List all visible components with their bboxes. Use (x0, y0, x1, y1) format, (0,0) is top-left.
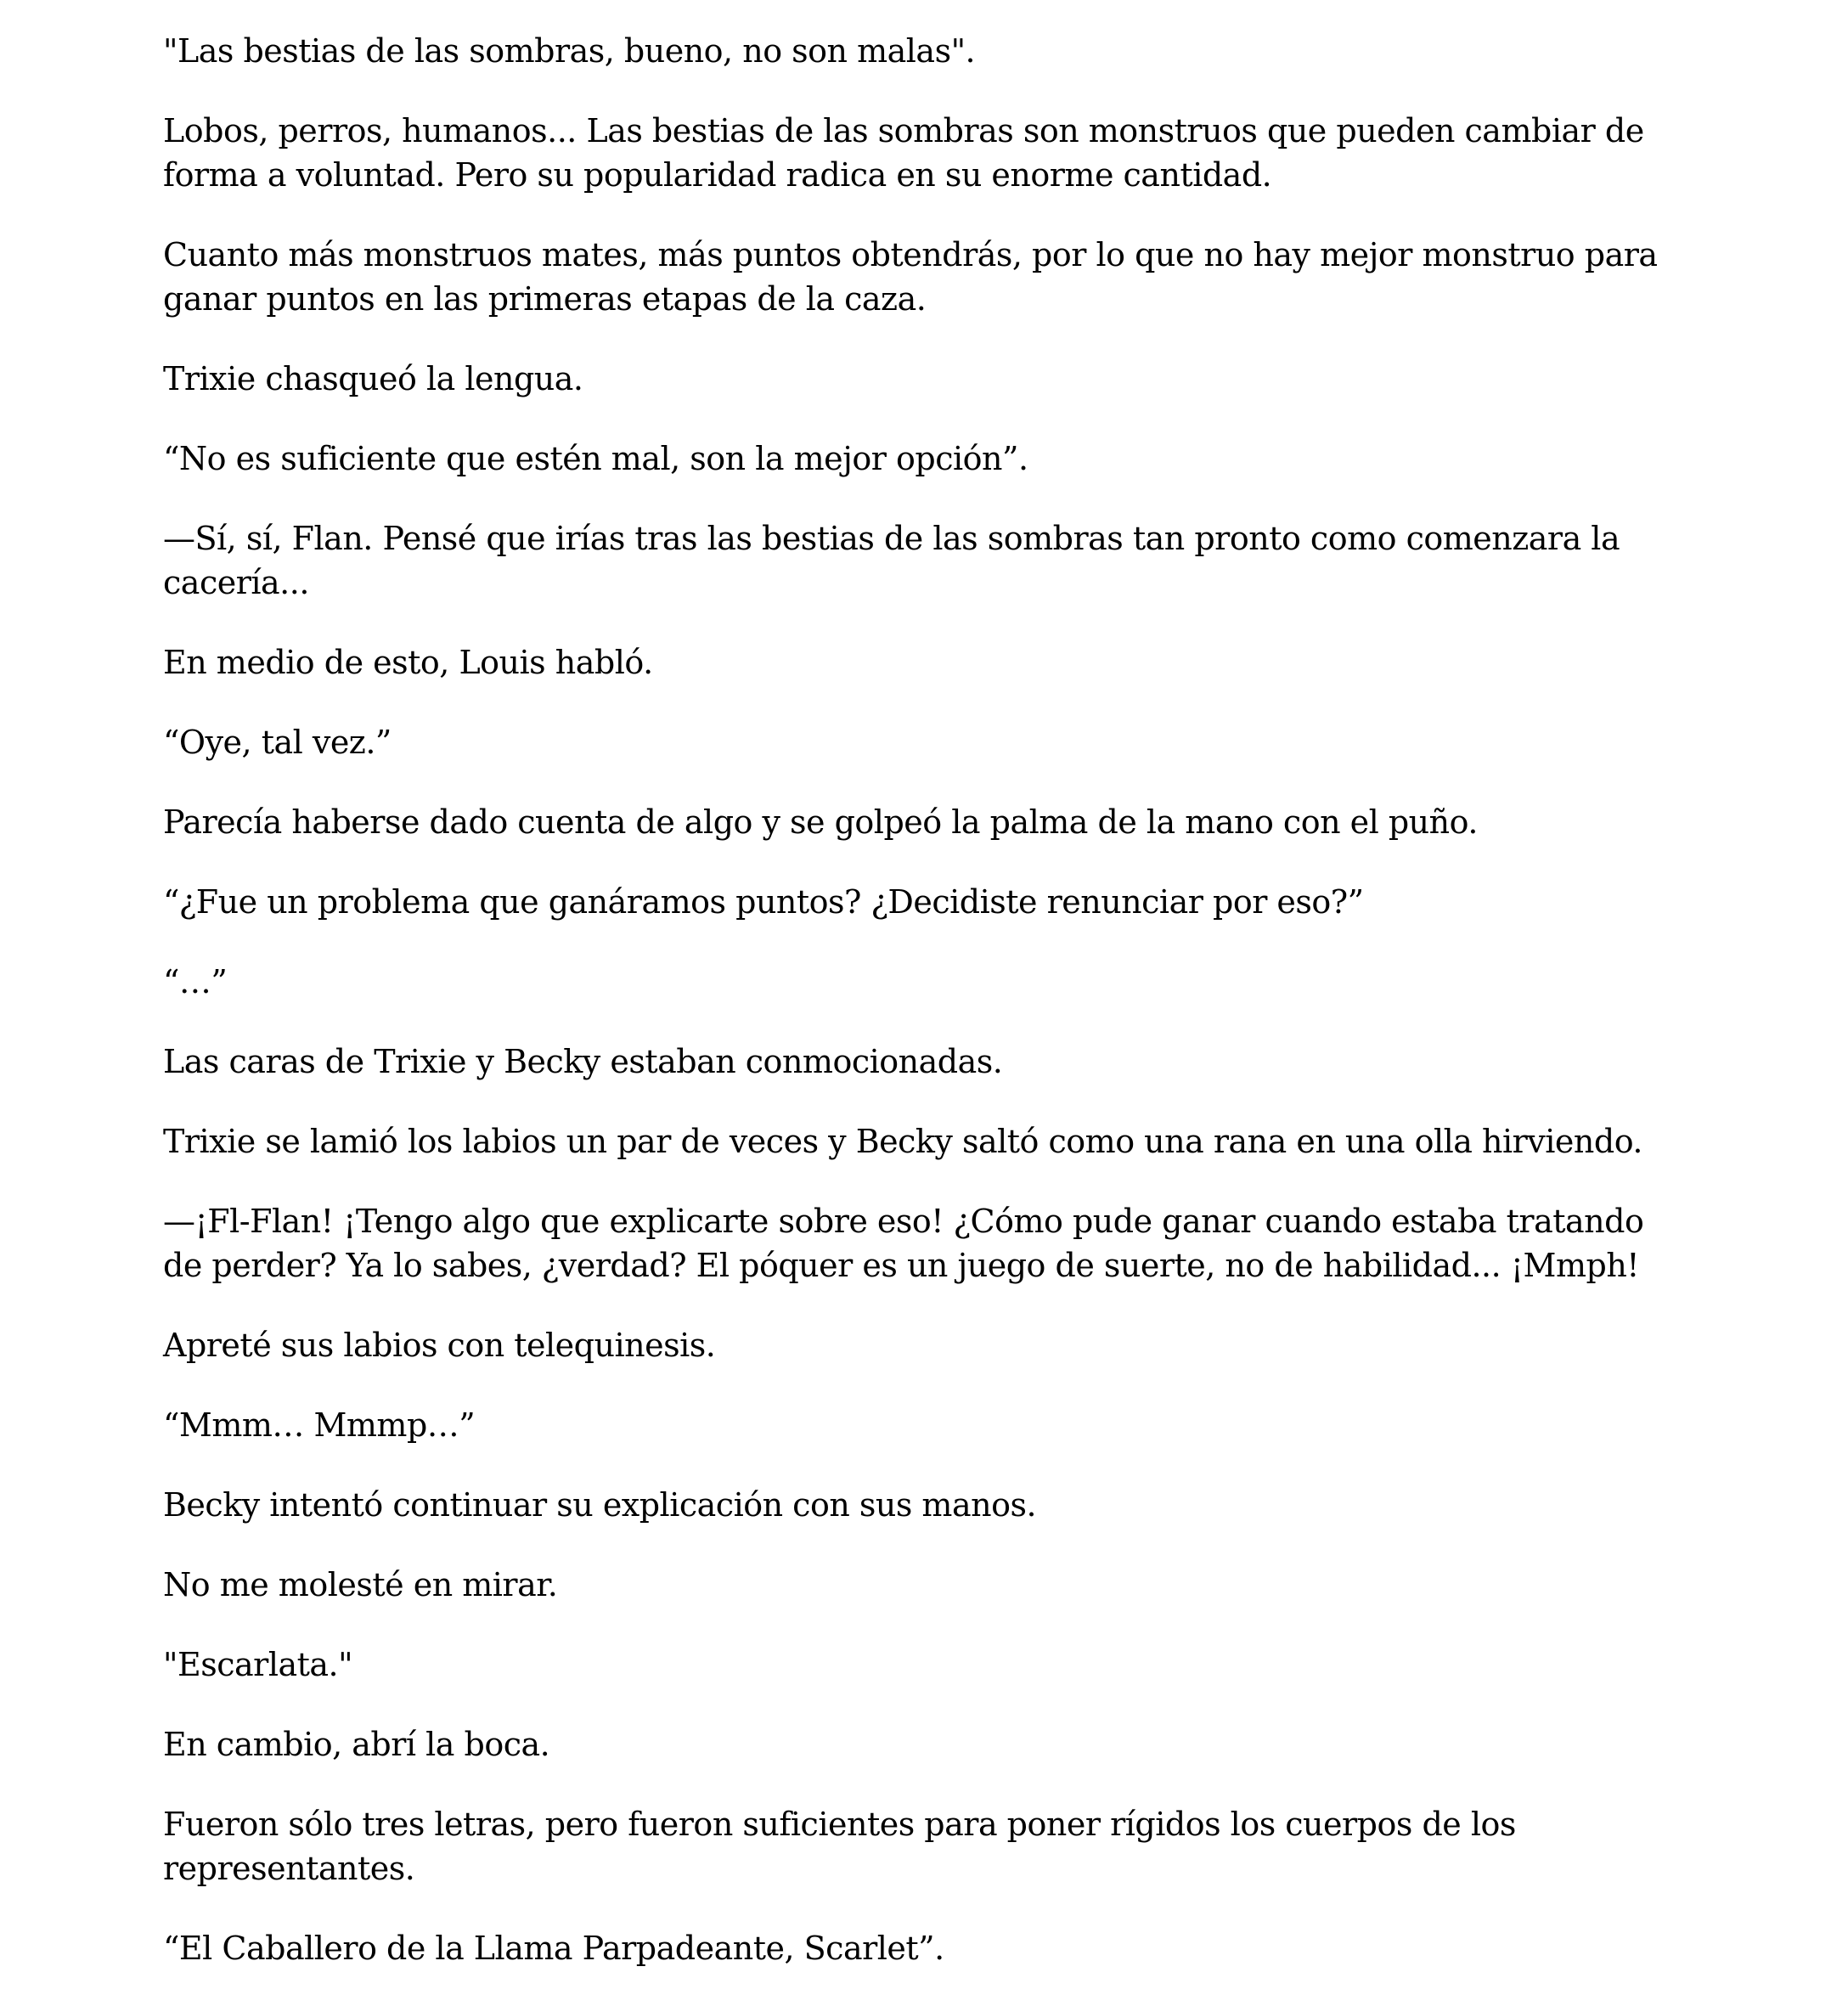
paragraph: En cambio, abrí la boca. (163, 1726, 550, 1763)
paragraph: “Mmm… Mmmp…” (163, 1406, 476, 1444)
paragraph: Cuanto más monstruos mates, más puntos obtendrás, por lo que no hay mejor monstruo para ganar puntos en las primeras etapas de la caza. (163, 236, 1668, 318)
paragraph: “No es suficiente que estén mal, son la mejor opción”. (163, 440, 1028, 477)
paragraph: Trixie chasqueó la lengua. (163, 360, 583, 397)
paragraph: Parecía haberse dado cuenta de algo y se golpeó la palma de la mano con el puño. (163, 803, 1478, 841)
paragraph: “¿Fue un problema que ganáramos puntos? ¿Decidiste renunciar por eso?” (163, 883, 1364, 921)
paragraph: Las caras de Trixie y Becky estaban conmocionadas. (163, 1043, 1003, 1080)
paragraph: Apreté sus labios con telequinesis. (163, 1327, 716, 1364)
document-page (163, 29, 1692, 2006)
paragraph: Fueron sólo tres letras, pero fueron suficientes para poner rígidos los cuerpos de los representantes. (163, 1806, 1526, 1887)
paragraph: En medio de esto, Louis habló. (163, 644, 653, 681)
paragraph: “…” (163, 963, 228, 1000)
paragraph: "Las bestias de las sombras, bueno, no son malas". (163, 32, 976, 70)
paragraph: “El Caballero de la Llama Parpadeante, Scarlet”. (163, 1930, 944, 1967)
paragraph: —Sí, sí, Flan. Pensé que irías tras las bestias de las sombras tan pronto como comenzara la cacería... (163, 520, 1630, 601)
paragraph: —¡Fl-Flan! ¡Tengo algo que explicarte sobre eso! ¿Cómo pude ganar cuando estaba tratando de perder? Ya lo sabes, ¿verdad? El póquer es un juego de suerte, no de habilidad... ¡Mmph! (163, 1203, 1654, 1284)
paragraph: “Oye, tal vez.” (163, 724, 392, 761)
paragraph: "Escarlata." (163, 1646, 353, 1683)
paragraph: Becky intentó continuar su explicación con sus manos. (163, 1486, 1037, 1524)
paragraph: No me molesté en mirar. (163, 1566, 558, 1603)
paragraph: Lobos, perros, humanos... Las bestias de las sombras son monstruos que pueden cambiar de forma a voluntad. Pero su popularidad radica en su enorme cantidad. (163, 112, 1654, 194)
paragraph: Trixie se lamió los labios un par de veces y Becky saltó como una rana en una olla hirviendo. (163, 1123, 1642, 1160)
